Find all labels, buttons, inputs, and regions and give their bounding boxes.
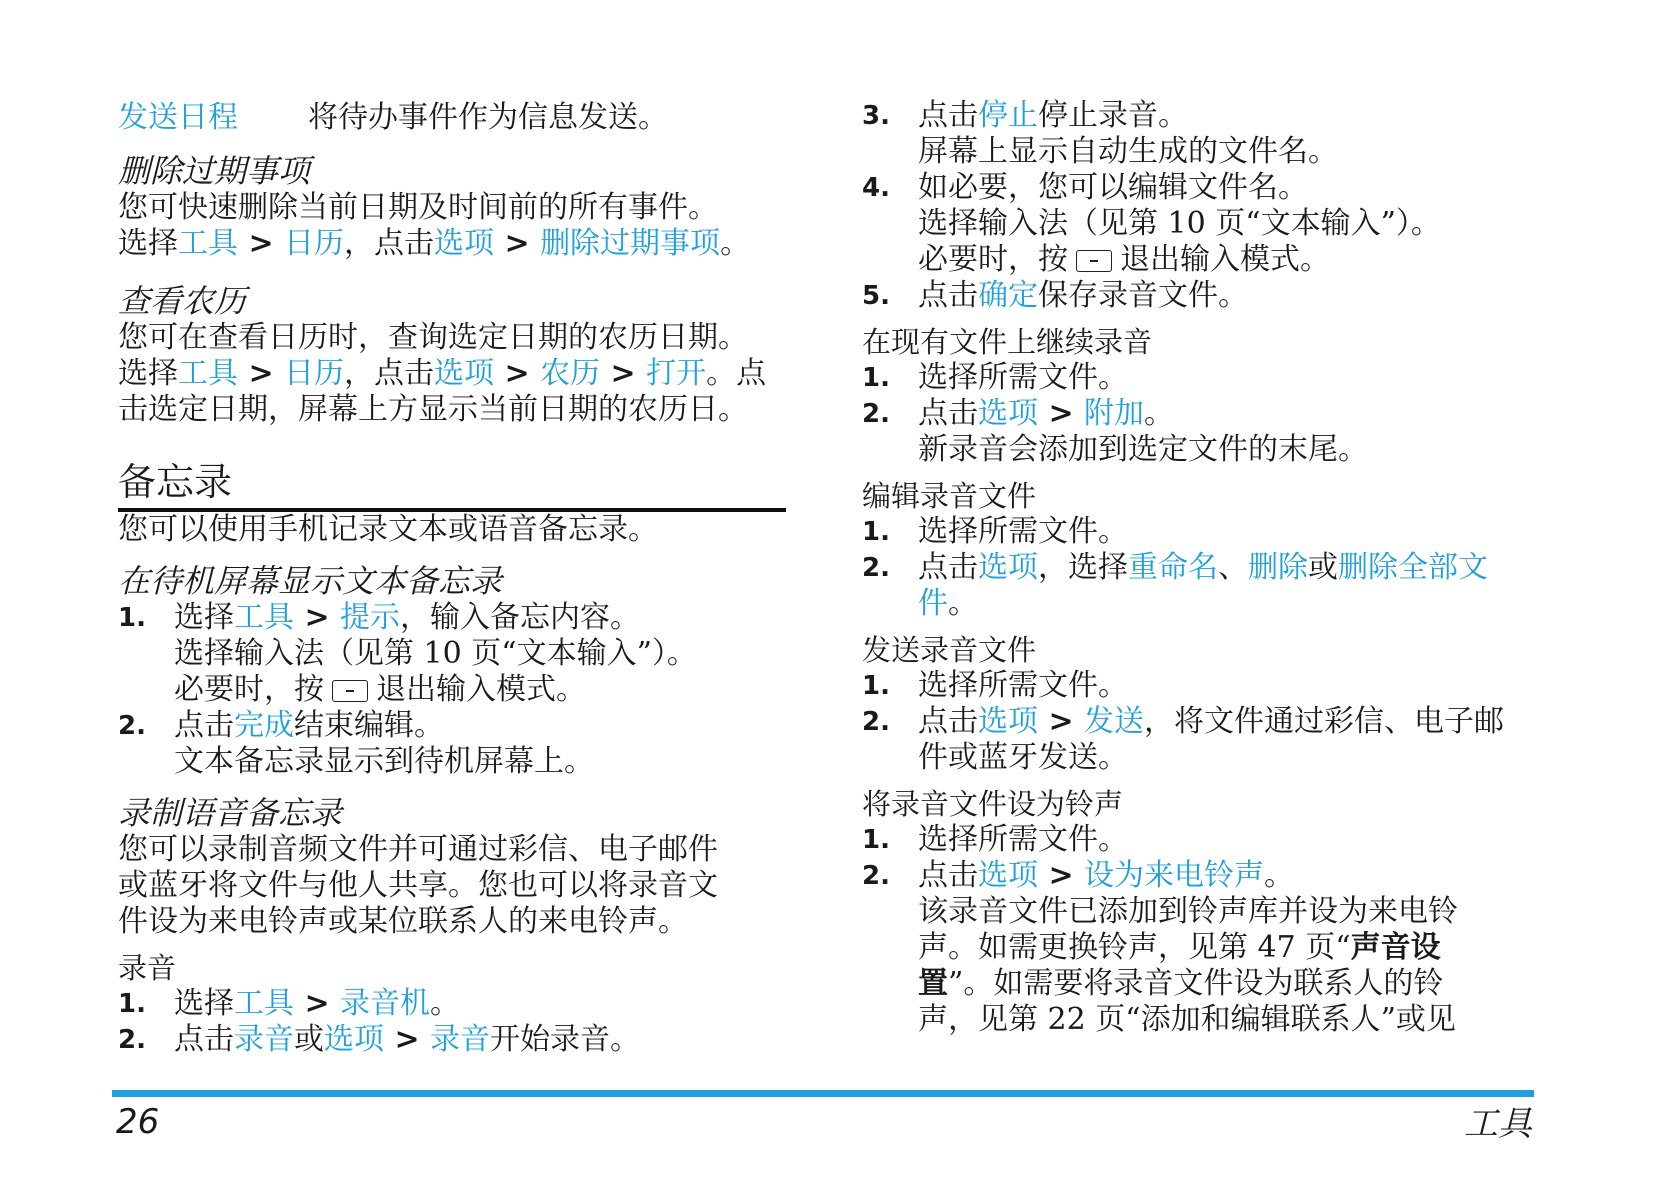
send-step-1 — [862, 668, 1534, 704]
menu-delete-all: 件 — [918, 586, 948, 621]
lunar-path — [118, 356, 786, 392]
text: 。 — [720, 226, 751, 261]
text: 或 — [1308, 550, 1338, 585]
right-column — [862, 98, 1534, 1038]
continue-heading: 在现有文件上继续录音 — [862, 325, 1153, 359]
text: 如必要，您可以编辑文件名。 — [918, 170, 1308, 205]
step-number: 1. — [118, 989, 146, 1019]
step-3 — [862, 98, 1534, 134]
step-number: 1. — [862, 517, 890, 547]
text: 。点 — [706, 356, 767, 391]
text: 。 — [1144, 396, 1175, 431]
text: 退出输入模式。 — [1120, 242, 1330, 277]
step-number: 5. — [862, 281, 890, 311]
crossref-sound-settings: 声音设 — [1350, 930, 1441, 965]
step-2 — [118, 708, 786, 744]
step-number: 1. — [118, 603, 146, 633]
menu-lunar: 农历 — [540, 356, 601, 391]
delete-expired-path — [118, 226, 786, 262]
separator: > — [238, 226, 285, 261]
delete-expired-body: 您可快速删除当前日期及时间前的所有事件。 — [118, 190, 718, 225]
text: 。 — [948, 586, 978, 621]
text: 必要时，按 — [174, 672, 324, 707]
text: 结束编辑。 — [294, 708, 444, 743]
delete-expired-heading: 删除过期事项 — [118, 152, 311, 190]
ringtone-cont-1: 该录音文件已添加到铃声库并设为来电铃 — [918, 894, 1458, 929]
menu-tools: 工具 — [178, 356, 238, 391]
edit-heading: 编辑录音文件 — [862, 479, 1037, 513]
step-2-cont: 文本备忘录显示到待机屏幕上。 — [174, 744, 594, 779]
text: 点击 — [918, 858, 978, 893]
menu-tools: 工具 — [234, 986, 294, 1021]
voice-heading: 录制语音备忘录 — [118, 794, 343, 832]
menu-open: 打开 — [646, 356, 707, 391]
send-schedule-term: 发送日程 — [118, 100, 238, 135]
continue-step-2 — [862, 396, 1534, 432]
edit-step-2-cont — [862, 586, 1534, 622]
step-number: 1. — [862, 825, 890, 855]
step-number: 1. — [862, 363, 890, 393]
step-4-cont-1: 选择输入法（见第 10 页“文本输入”）。 — [918, 206, 1441, 241]
voice-body-1: 您可以录制音频文件并可通过彩信、电子邮件 — [118, 832, 718, 867]
separator: > — [294, 600, 341, 635]
text: 。 — [430, 986, 461, 1021]
text: 点击 — [918, 396, 978, 431]
separator: > — [238, 356, 285, 391]
text: ，点击 — [344, 226, 435, 261]
continue-step-1 — [862, 360, 1534, 396]
menu-options: 选项 — [978, 396, 1038, 431]
memo-intro: 您可以使用手机记录文本或语音备忘录。 — [118, 512, 658, 547]
footer-rule — [112, 1090, 1534, 1097]
step-5 — [862, 278, 1534, 314]
menu-append: 附加 — [1084, 396, 1145, 431]
separator: > — [1038, 858, 1085, 893]
text: 点击 — [918, 98, 978, 133]
step-number: 1. — [862, 671, 890, 701]
text: 选择 — [118, 356, 178, 391]
softkey-clear-icon — [1076, 250, 1112, 272]
ringtone-heading: 将录音文件设为铃声 — [862, 787, 1124, 821]
separator: > — [494, 226, 541, 261]
menu-record: 录音 — [234, 1022, 294, 1057]
menu-send: 发送 — [1084, 704, 1145, 739]
send-heading: 发送录音文件 — [862, 633, 1037, 667]
ringtone-cont-2 — [862, 930, 1534, 966]
menu-options: 选项 — [434, 226, 495, 261]
record-step-1 — [118, 986, 786, 1022]
step-number: 2. — [118, 711, 146, 741]
text: 选择所需文件。 — [918, 822, 1128, 857]
memo-section-title: 备忘录 — [118, 458, 786, 512]
step-number: 4. — [862, 173, 890, 203]
menu-delete-expired: 删除过期事项 — [540, 226, 721, 261]
lunar-heading: 查看农历 — [118, 282, 247, 320]
step-number: 2. — [862, 707, 890, 737]
ringtone-cont-3 — [862, 966, 1534, 1002]
text: 选择所需文件。 — [918, 514, 1128, 549]
menu-rename: 重命名 — [1128, 550, 1218, 585]
menu-options: 选项 — [978, 704, 1038, 739]
step-1-cont-2 — [118, 672, 786, 708]
text: 、 — [1218, 550, 1248, 585]
idle-text-heading: 在待机屏幕显示文本备忘录 — [118, 562, 503, 600]
separator: > — [294, 986, 341, 1021]
text: ，输入备忘内容。 — [400, 600, 641, 635]
text: 选择 — [174, 986, 234, 1021]
continue-step-2-cont: 新录音会添加到选定文件的末尾。 — [918, 432, 1368, 467]
ringtone-cont-4: 声，见第 22 页“添加和编辑联系人”或见 — [918, 1002, 1456, 1037]
step-number: 2. — [862, 861, 890, 891]
menu-delete: 删除 — [1248, 550, 1308, 585]
text: 开始录音。 — [490, 1022, 641, 1057]
record-heading: 录音 — [118, 951, 177, 985]
send-schedule-desc: 将待办事件作为信息发送。 — [308, 100, 668, 135]
send-step-2 — [862, 704, 1534, 740]
menu-options: 选项 — [978, 858, 1038, 893]
menu-calendar: 日历 — [284, 226, 345, 261]
crossref-sound-settings: 置 — [918, 966, 948, 1001]
step-3-cont: 屏幕上显示自动生成的文件名。 — [918, 134, 1338, 169]
separator: > — [1038, 704, 1085, 739]
page-number: 26 — [116, 1102, 160, 1142]
ringtone-step-1 — [862, 822, 1534, 858]
voice-body-2: 或蓝牙将文件与他人共享。您也可以将录音文 — [118, 868, 718, 903]
edit-step-1 — [862, 514, 1534, 550]
send-schedule-row — [118, 98, 786, 138]
menu-tools: 工具 — [178, 226, 238, 261]
step-1 — [118, 600, 786, 636]
text: 选择 — [118, 226, 178, 261]
softkey-clear-icon — [332, 680, 368, 702]
step-number: 3. — [862, 101, 890, 131]
text: 选择 — [174, 600, 234, 635]
step-number: 2. — [862, 553, 890, 583]
left-column — [118, 98, 786, 1058]
menu-tools: 工具 — [234, 600, 294, 635]
edit-step-2 — [862, 550, 1534, 586]
text: 退出输入模式。 — [376, 672, 586, 707]
record-step-2 — [118, 1022, 786, 1058]
separator: > — [384, 1022, 431, 1057]
text: 声。如需更换铃声，见第 47 页“ — [918, 930, 1351, 965]
step-4 — [862, 170, 1534, 206]
text: 点击 — [918, 550, 978, 585]
text: 。 — [1264, 858, 1295, 893]
text: 停止录音。 — [1038, 98, 1188, 133]
menu-recorder: 录音机 — [340, 986, 431, 1021]
text: 选择所需文件。 — [918, 360, 1128, 395]
text: ，点击 — [344, 356, 435, 391]
step-4-cont-2 — [862, 242, 1534, 278]
lunar-body-end: 击选定日期，屏幕上方显示当前日期的农历日。 — [118, 392, 748, 427]
text: 点击 — [918, 278, 978, 313]
step-number: 2. — [118, 1025, 146, 1055]
separator: > — [600, 356, 647, 391]
step-number: 2. — [862, 399, 890, 429]
footer-section-title: 工具 — [1464, 1104, 1532, 1144]
text: 点击 — [918, 704, 978, 739]
text: 保存录音文件。 — [1038, 278, 1248, 313]
menu-stop: 停止 — [978, 98, 1038, 133]
menu-record: 录音 — [430, 1022, 491, 1057]
step-1-cont-1: 选择输入法（见第 10 页“文本输入”）。 — [174, 636, 697, 671]
text: ，将文件通过彩信、电子邮 — [1144, 704, 1505, 739]
text: 选择所需文件。 — [918, 668, 1128, 703]
text: 必要时，按 — [918, 242, 1068, 277]
menu-reminder: 提示 — [340, 600, 401, 635]
text: 点击 — [174, 1022, 234, 1057]
text: ”。如需要将录音文件设为联系人的铃 — [948, 966, 1444, 1001]
text: 点击 — [174, 708, 234, 743]
separator: > — [1038, 396, 1085, 431]
menu-options: 选项 — [434, 356, 495, 391]
ringtone-step-2 — [862, 858, 1534, 894]
menu-ok: 确定 — [978, 278, 1038, 313]
send-step-2-cont: 件或蓝牙发送。 — [918, 740, 1128, 775]
lunar-body: 您可在查看日历时，查询选定日期的农历日期。 — [118, 320, 748, 355]
menu-done: 完成 — [234, 708, 294, 743]
menu-set-as-ringtone: 设为来电铃声 — [1084, 858, 1265, 893]
text: 或 — [294, 1022, 324, 1057]
menu-delete-all: 删除全部文 — [1338, 550, 1488, 585]
separator: > — [494, 356, 541, 391]
text: ，选择 — [1038, 550, 1128, 585]
menu-options: 选项 — [978, 550, 1038, 585]
voice-body-3: 件设为来电铃声或某位联系人的来电铃声。 — [118, 904, 688, 939]
menu-options: 选项 — [324, 1022, 384, 1057]
menu-calendar: 日历 — [284, 356, 345, 391]
